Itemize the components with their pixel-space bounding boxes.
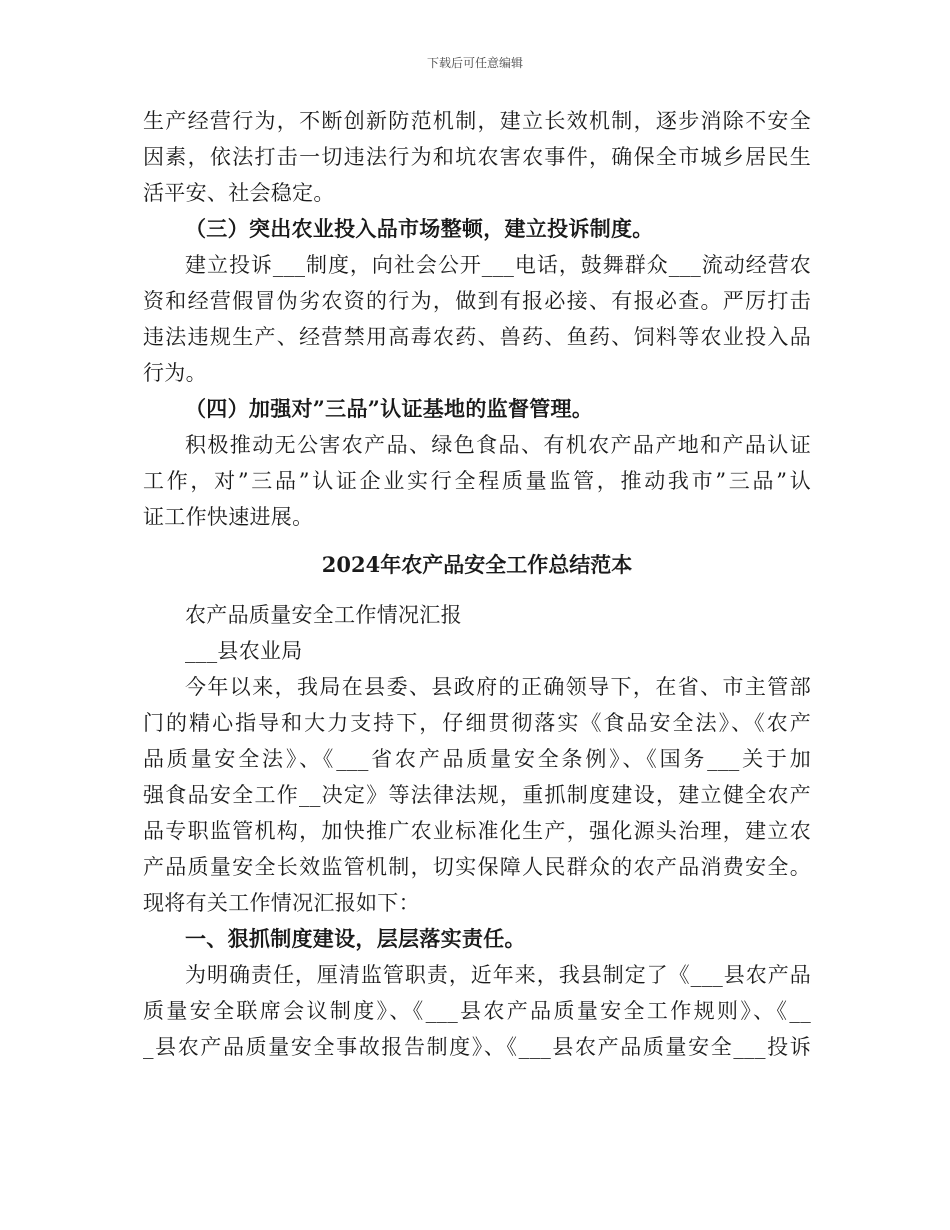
report-organization: ___县农业局	[185, 639, 303, 663]
paragraph-line: 积极推动无公害农产品、绿色食品、有机农产品产地和产品认证	[185, 433, 811, 457]
paragraph-line: 违法违规生产、经营禁用高毒农药、兽药、鱼药、饲料等农业投入品	[143, 325, 811, 349]
paragraph-line: 生产经营行为，不断创新防范机制，建立长效机制，逐步消除不安全	[143, 109, 811, 133]
paragraph-line: 品专职监管机构，加快推广农业标准化生产，强化源头治理，建立农	[143, 819, 811, 843]
section-heading-4: （四）加强对”三品”认证基地的监督管理。	[185, 396, 594, 421]
document-title: 2024年农产品安全工作总结范本	[321, 552, 633, 577]
paragraph-line: _县农产品质量安全事故报告制度》、《___县农产品质量安全___投诉	[143, 1035, 811, 1059]
paragraph-line: 品质量安全法》、《___省农产品质量安全条例》、《国务___关于加	[143, 747, 811, 771]
paragraph-line: 强食品安全工作__决定》等法律法规，重抓制度建设，建立健全农产	[143, 783, 811, 807]
page-header-note: 下载后可任意编辑	[426, 56, 523, 70]
paragraph-line: 门的精心指导和大力支持下，仔细贯彻落实《食品安全法》、《农产	[143, 711, 811, 735]
paragraph-line: 产品质量安全长效监管机制，切实保障人民群众的农产品消费安全。	[143, 855, 811, 879]
paragraph-line: 工作，对”三品”认证企业实行全程质量监管，推动我市”三品”认	[143, 469, 811, 493]
section-heading-3: （三）突出农业投入品市场整顿，建立投诉制度。	[185, 216, 654, 241]
paragraph-line: 行为。	[143, 361, 207, 385]
paragraph-line: 因素，依法打击一切违法行为和坑农害农事件，确保全市城乡居民生	[143, 145, 811, 169]
paragraph-line: 为明确责任，厘清监管职责，近年来，我县制定了《___县农产品	[185, 963, 811, 987]
paragraph-line: 建立投诉___制度，向社会公开___电话，鼓舞群众___流动经营农	[185, 253, 811, 277]
paragraph-line: 今年以来，我局在县委、县政府的正确领导下，在省、市主管部	[185, 675, 811, 699]
document-body	[143, 103, 811, 1065]
paragraph-line: 现将有关工作情况汇报如下：	[143, 891, 420, 915]
section-heading-1: 一、狠抓制度建设，层层落实责任。	[185, 926, 526, 951]
report-subtitle: 农产品质量安全工作情况汇报	[185, 603, 462, 627]
paragraph-line: 证工作快速进展。	[143, 505, 314, 529]
paragraph-line: 资和经营假冒伪劣农资的行为，做到有报必接、有报必查。严厉打击	[143, 289, 811, 313]
paragraph-line: 质量安全联席会议制度》、《___县农产品质量安全工作规则》、《__	[143, 999, 811, 1023]
paragraph-line: 活平安、社会稳定。	[143, 181, 335, 205]
